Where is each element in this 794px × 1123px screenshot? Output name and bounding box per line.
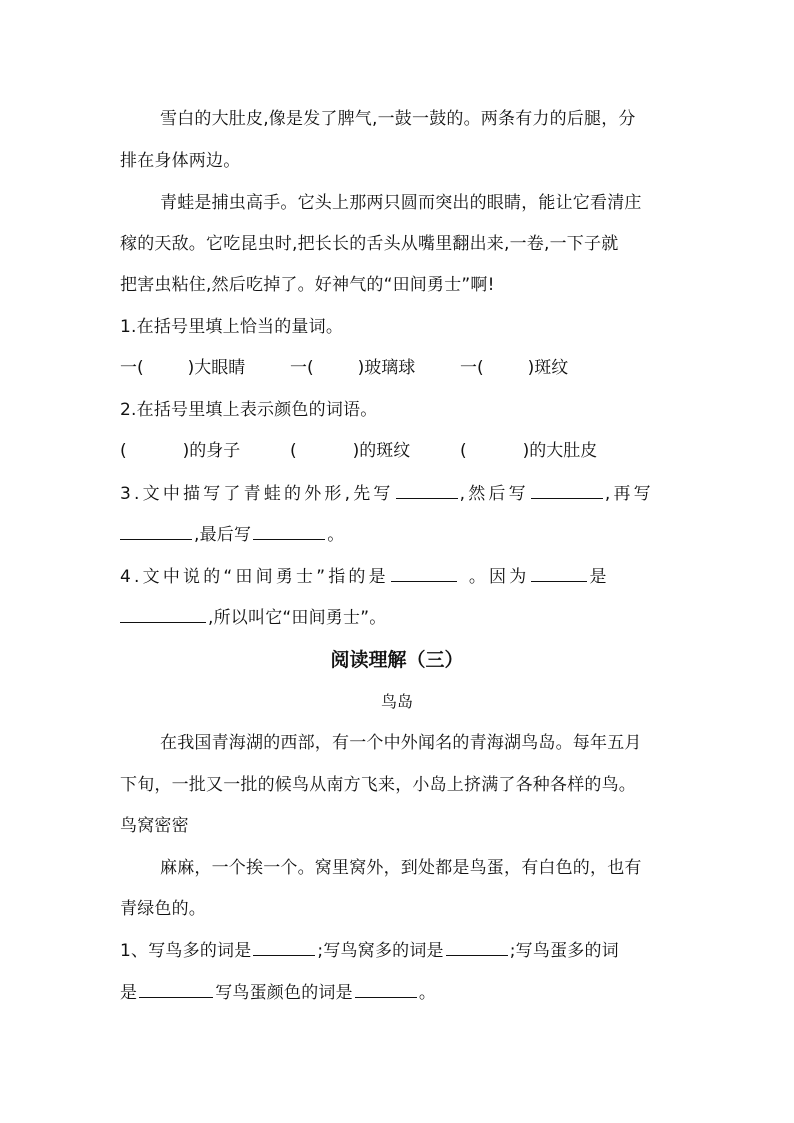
passage-line: 把害虫粘住,然后吃掉了。好神气的“田间勇士”啊! xyxy=(120,275,495,295)
question-1: 1.在括号里填上恰当的量词。 xyxy=(120,317,344,337)
passage-line: 在我国青海湖的西部，有一个中外闻名的青海湖鸟岛。每年五月 xyxy=(160,733,642,753)
answer-blank[interactable] xyxy=(253,939,315,956)
fill-item[interactable]: ( )的斑纹 xyxy=(290,441,411,461)
question-3-cont: ,最后写 。 xyxy=(120,523,344,547)
passage-title: 鸟岛 xyxy=(380,692,413,711)
passage-line: 麻麻，一个挨一个。窝里窝外，到处都是鸟蛋，有白色的，也有 xyxy=(160,858,642,878)
answer-blank[interactable] xyxy=(355,981,417,998)
question-bird-1: 1、写鸟多的词是 ;写鸟窝多的词是 ;写鸟蛋多的词 xyxy=(120,941,619,961)
passage-line: 雪白的大肚皮,像是发了脾气,一鼓一鼓的。两条有力的后腿，分 xyxy=(160,109,636,129)
fill-item[interactable]: ( )的身子 xyxy=(120,441,241,461)
answer-blank[interactable] xyxy=(253,523,325,540)
passage-line: 排在身体两边。 xyxy=(120,151,241,171)
answer-blank[interactable] xyxy=(120,523,192,540)
question-2-items xyxy=(120,439,640,463)
fill-item[interactable]: 一( )大眼睛 xyxy=(120,358,246,378)
answer-blank[interactable] xyxy=(139,981,213,998)
answer-blank[interactable] xyxy=(531,482,603,499)
answer-blank[interactable] xyxy=(531,565,587,582)
fill-item[interactable]: ( )的大肚皮 xyxy=(460,441,598,461)
passage-line: 鸟窝密密 xyxy=(120,816,189,836)
fill-item[interactable]: 一( )斑纹 xyxy=(460,358,569,378)
answer-blank[interactable] xyxy=(396,482,458,499)
question-2: 2.在括号里填上表示颜色的词语。 xyxy=(120,400,378,420)
question-1-items xyxy=(120,356,640,380)
passage-line: 稼的天敌。它吃昆虫时,把长长的舌头从嘴里翻出来,一卷,一下子就 xyxy=(120,234,619,254)
answer-blank[interactable] xyxy=(391,565,457,582)
passage-line: 下旬，一批又一批的候鸟从南方飞来，小岛上挤满了各种各样的鸟。 xyxy=(120,775,636,795)
question-4: 4.文中说的“田间勇士”指的是 。因为 是 xyxy=(120,567,610,587)
passage-line: 青蛙是捕虫高手。它头上那两只圆而突出的眼睛，能让它看清庄 xyxy=(160,193,642,213)
question-4-cont: ,所以叫它“田间勇士”。 xyxy=(120,606,386,630)
fill-item[interactable]: 一( )玻璃球 xyxy=(290,358,416,378)
passage-line: 青绿色的。 xyxy=(120,899,206,919)
section-title: 阅读理解（三） xyxy=(330,649,464,671)
question-3: 3.文中描写了青蛙的外形,先写 ,然后写 ,再写 xyxy=(120,484,654,504)
question-bird-1-cont: 是 写鸟蛋颜色的词是 。 xyxy=(120,983,437,1003)
answer-blank[interactable] xyxy=(446,939,508,956)
answer-blank[interactable] xyxy=(120,606,206,623)
